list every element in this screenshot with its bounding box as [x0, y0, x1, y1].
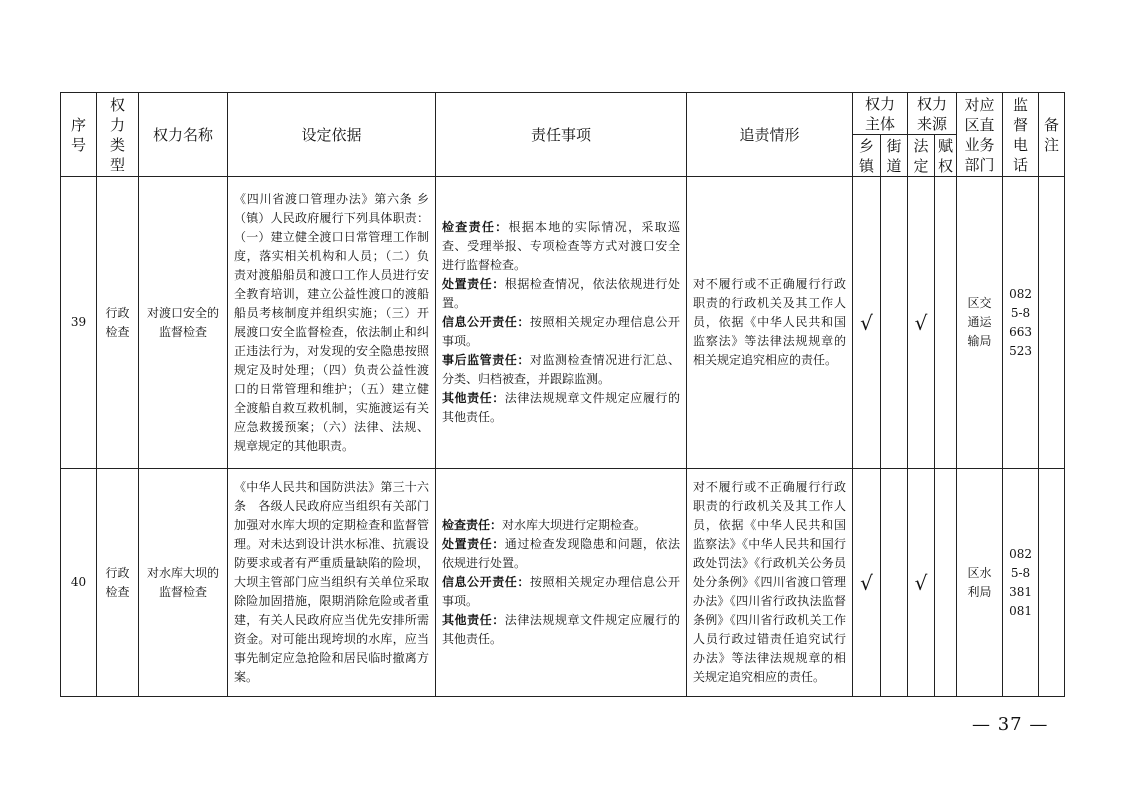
row-town-check: √: [853, 469, 881, 697]
header-subject: 权力 主体: [853, 93, 908, 135]
header-remark: 备 注: [1039, 93, 1065, 177]
row-duties: [436, 469, 687, 697]
header-basis: 设定依据: [228, 93, 436, 177]
page-number: — 37 —: [972, 714, 1049, 735]
row-accountability: 对不履行或不正确履行行政职责的行政机关及其工作人员，依据《中华人民共和国监察法》等法律法规规章的相关规定追究相应的责任。: [687, 177, 853, 469]
row-town-check: √: [853, 177, 881, 469]
row-grant-check: [935, 177, 957, 469]
row-name: 对水库大坝的 监督检查: [139, 469, 228, 697]
row-remark: [1039, 177, 1065, 469]
header-row-1: [61, 93, 1065, 135]
table-row: [61, 177, 1065, 469]
row-type: 行政 检查: [97, 469, 139, 697]
duty-item: 检查责任：根据本地的实际情况，采取巡查、受理举报、专项检查等方式对渡口安全进行监督检查。: [442, 220, 680, 272]
row-grant-check: [935, 469, 957, 697]
row-law-check: √: [908, 469, 935, 697]
row-basis: 《四川省渡口管理办法》第六条 乡（镇）人民政府履行下列具体职责：（一）建立健全渡口日常管理工作制度，落实相关机构和人员；（二）负责对渡船船员和渡口工作人员进行安全教育培训，建立公益性渡口的渡船船员考核制度并组织实施；（三）开展渡口安全监督检查，依法制止和纠正违法行为，对发现的安全隐患按照规定及时处理；（四）负责公益性渡口的日常管理和维护；（五）建立健全渡船自救互救机制，实施渡运有关应急救援预案；（六）法律、法规、规章规定的其他职责。: [228, 177, 436, 469]
header-subject-town: 乡 镇: [853, 135, 881, 177]
row-seq: 39: [61, 177, 97, 469]
row-name: 对渡口安全的 监督检查: [139, 177, 228, 469]
header-source: 权力 来源: [908, 93, 957, 135]
duty-item: 信息公开责任：按照相关规定办理信息公开事项。: [442, 575, 680, 608]
header-duty: 责任事项: [436, 93, 687, 177]
power-list-table: [60, 92, 1065, 697]
duty-item: 处置责任：通过检查发现隐患和问题，依法依规进行处置。: [442, 537, 680, 570]
header-name: 权力名称: [139, 93, 228, 177]
duty-item: 事后监管责任：对监测检查情况进行汇总、分类、归档被查，并跟踪监测。: [442, 353, 680, 386]
duty-item: 其他责任：法律法规规章文件规定应履行的其他责任。: [442, 613, 680, 646]
row-street-check: [881, 177, 908, 469]
row-remark: [1039, 469, 1065, 697]
header-type: 权 力 类 型: [97, 93, 139, 177]
header-dept: 对应 区直 业务 部门: [957, 93, 1003, 177]
row-dept: 区水 利局: [957, 469, 1003, 697]
duty-item: 信息公开责任：按照相关规定办理信息公开事项。: [442, 315, 680, 348]
row-street-check: [881, 469, 908, 697]
header-accountability: 追责情形: [687, 93, 853, 177]
row-law-check: √: [908, 177, 935, 469]
header-phone: 监 督 电 话: [1003, 93, 1039, 177]
duty-item: 处置责任：根据检查情况，依法依规进行处置。: [442, 277, 680, 310]
row-phone: 082 5-8 663 523: [1003, 177, 1039, 469]
row-duties: [436, 177, 687, 469]
duty-item: 其他责任：法律法规规章文件规定应履行的其他责任。: [442, 391, 680, 424]
header-source-law: 法 定: [908, 135, 935, 177]
row-accountability: 对不履行或不正确履行行政职责的行政机关及其工作人员，依据《中华人民共和国监察法》《中华人民共和国行政处罚法》《行政机关公务员处分条例》《四川省渡口管理办法》《四川省行政执法监督条例》《四川省行政机关工作人员行政过错责任追究试行办法》等法律法规规章的相关规定追究相应的责任。: [687, 469, 853, 697]
header-source-grant: 赋 权: [935, 135, 957, 177]
row-seq: 40: [61, 469, 97, 697]
table-row: [61, 469, 1065, 697]
row-dept: 区交 通运 输局: [957, 177, 1003, 469]
duty-item: 检查责任：对水库大坝进行定期检查。: [442, 518, 647, 532]
row-basis: 《中华人民共和国防洪法》第三十六条 各级人民政府应当组织有关部门加强对水库大坝的定期检查和监督管理。对未达到设计洪水标准、抗震设防要求或者有严重质量缺陷的险坝，大坝主管部门应当组织有关单位采取除险加固措施，限期消除危险或者重建，有关人民政府应当优先安排所需资金。对可能出现垮坝的水库，应当事先制定应急抢险和居民临时撤离方案。: [228, 469, 436, 697]
header-seq: 序 号: [61, 93, 97, 177]
row-type: 行政 检查: [97, 177, 139, 469]
row-phone: 082 5-8 381 081: [1003, 469, 1039, 697]
header-subject-street: 街 道: [881, 135, 908, 177]
